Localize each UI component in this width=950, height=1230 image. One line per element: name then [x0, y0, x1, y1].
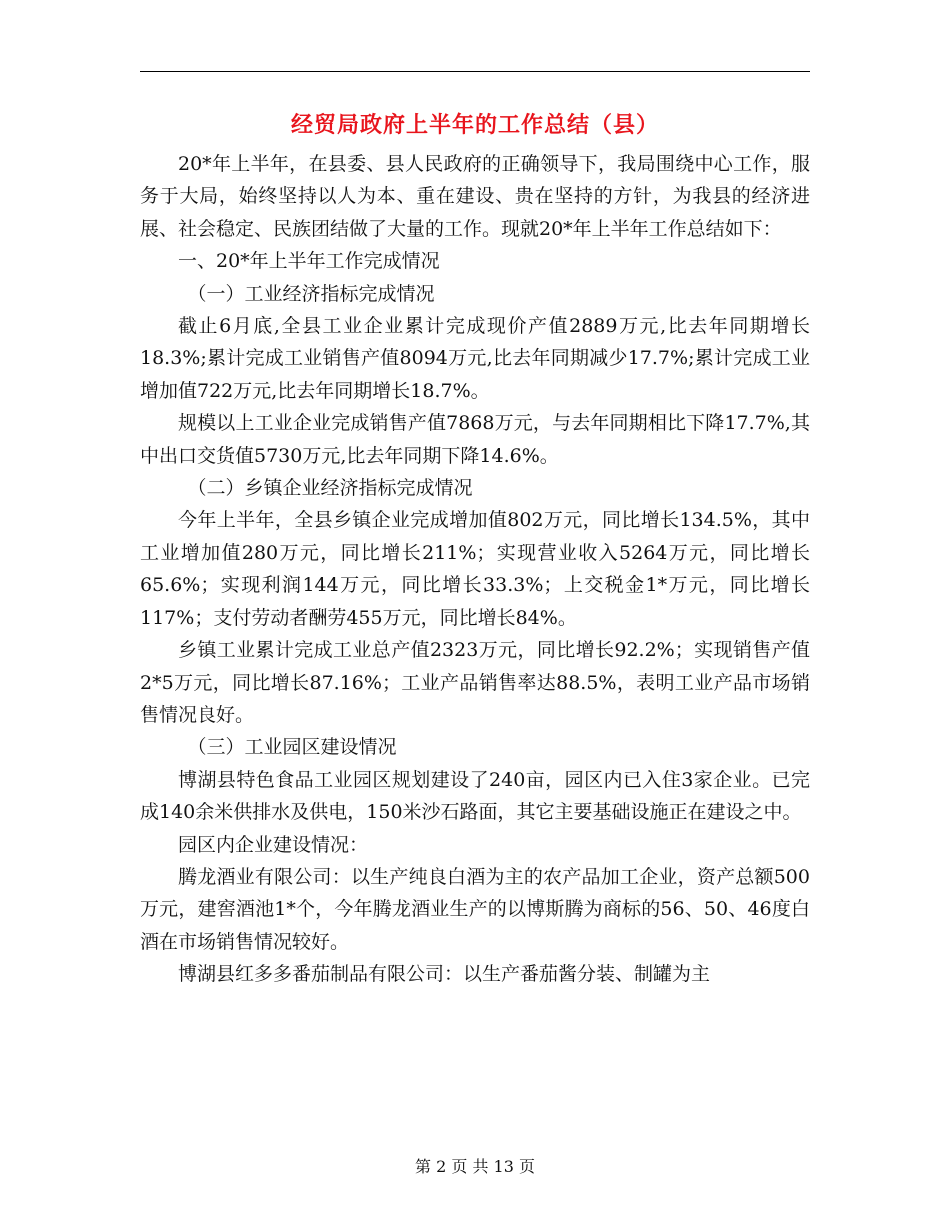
- paragraph: 博湖县特色食品工业园区规划建设了240亩，园区内已入住3家企业。已完成140余米供排水及供电，150米沙石路面，其它主要基础设施正在建设之中。: [140, 768, 810, 824]
- paragraph: 乡镇工业累计完成工业总产值2323万元，同比增长92.2%；实现销售产值2*5万元，同比增长87.16%；工业产品销售率达88.5%，表明工业产品市场销售情况良好。: [140, 639, 810, 726]
- page-footer: 第 2 页 共 13 页: [415, 1157, 535, 1176]
- paragraph: 园区内企业建设情况：: [178, 833, 369, 856]
- paragraph: 博湖县红多多番茄制品有限公司：以生产番茄酱分装、制罐为主: [178, 963, 711, 986]
- subsection-heading-1: （一）工业经济指标完成情况: [187, 282, 435, 305]
- paragraph: 今年上半年，全县乡镇企业完成增加值802万元，同比增长134.5%，其中工业增加值280万元，同比增长211%；实现营业收入5264万元，同比增长65.6%；实现利润144万元，同比增长33.3%；上交税金1*万元，同比增长117%；支付劳动者酬劳455万元，同比增长84%。: [140, 509, 810, 629]
- document-title: 经贸局政府上半年的工作总结（县）: [290, 112, 659, 138]
- subsection-heading-2: （二）乡镇企业经济指标完成情况: [187, 477, 473, 500]
- section-heading-1: 一、20*年上半年工作完成情况: [178, 250, 440, 273]
- subsection-heading-3: （三）工业园区建设情况: [187, 736, 397, 759]
- paragraph-intro: 20*年上半年，在县委、县人民政府的正确领导下，我局围绕中心工作，服务于大局，始终坚持以人为本、重在建设、贵在坚持的方针，为我县的经济进展、社会稳定、民族团结做了大量的工作。现就20*年上半年工作总结如下：: [140, 153, 810, 240]
- header-rule: [140, 71, 810, 72]
- paragraph: 截止6月底,全县工业企业累计完成现价产值2889万元,比去年同期增长18.3%;累计完成工业销售产值8094万元,比去年同期减少17.7%;累计完成工业增加值722万元,比去年同期增长18.7%。: [140, 315, 810, 402]
- document-body: [140, 148, 810, 991]
- paragraph: 腾龙酒业有限公司：以生产纯良白酒为主的农产品加工企业，资产总额500万元，建窖酒池1*个，今年腾龙酒业生产的以博斯腾为商标的56、50、46度白酒在市场销售情况较好。: [140, 865, 810, 953]
- paragraph: 规模以上工业企业完成销售产值7868万元，与去年同期相比下降17.7%,其中出口交货值5730万元,比去年同期下降14.6%。: [140, 412, 810, 467]
